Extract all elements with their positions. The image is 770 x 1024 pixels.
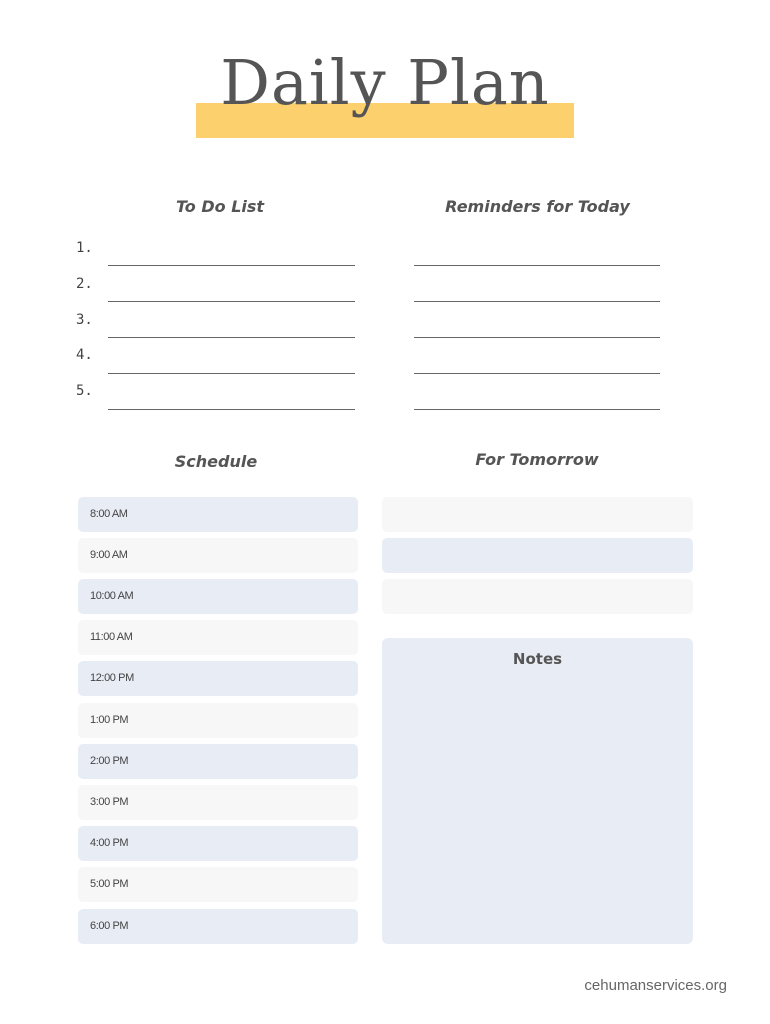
schedule-slot[interactable] bbox=[78, 867, 358, 902]
schedule-slot-time: 2:00 PM bbox=[90, 755, 129, 767]
reminder-line-1[interactable] bbox=[414, 265, 660, 266]
tomorrow-heading: For Tomorrow bbox=[475, 450, 599, 469]
tomorrow-slot-3[interactable] bbox=[382, 579, 693, 614]
tomorrow-slot-2[interactable] bbox=[382, 538, 693, 573]
todo-number-3: 3. bbox=[76, 312, 93, 328]
tomorrow-slot-1[interactable] bbox=[382, 497, 693, 532]
schedule-slot-time: 9:00 AM bbox=[90, 549, 128, 561]
schedule-slot-time: 8:00 AM bbox=[90, 508, 128, 520]
schedule-slot[interactable] bbox=[78, 785, 358, 820]
reminder-line-4[interactable] bbox=[414, 373, 660, 374]
schedule-slot[interactable] bbox=[78, 909, 358, 944]
schedule-slot-time: 6:00 PM bbox=[90, 920, 129, 932]
schedule-slot-time: 11:00 AM bbox=[90, 631, 133, 643]
reminder-line-3[interactable] bbox=[414, 337, 660, 338]
todo-number-4: 4. bbox=[76, 347, 93, 363]
schedule-slot[interactable] bbox=[78, 579, 358, 614]
todo-line-5[interactable] bbox=[108, 409, 355, 410]
todo-line-1[interactable] bbox=[108, 265, 355, 266]
todo-line-4[interactable] bbox=[108, 373, 355, 374]
schedule-slot-time: 4:00 PM bbox=[90, 837, 129, 849]
reminder-line-2[interactable] bbox=[414, 301, 660, 302]
schedule-slot[interactable] bbox=[78, 826, 358, 861]
schedule-slot[interactable] bbox=[78, 703, 358, 738]
schedule-heading: Schedule bbox=[174, 452, 258, 471]
notes-box[interactable] bbox=[382, 638, 693, 944]
schedule-slot[interactable] bbox=[78, 538, 358, 573]
schedule-slot-time: 10:00 AM bbox=[90, 590, 134, 602]
reminder-line-5[interactable] bbox=[414, 409, 660, 410]
schedule-slot-time: 1:00 PM bbox=[90, 714, 129, 726]
todo-number-5: 5. bbox=[76, 383, 93, 399]
schedule-slot-time: 12:00 PM bbox=[90, 672, 134, 684]
todo-line-2[interactable] bbox=[108, 301, 355, 302]
todo-number-1: 1. bbox=[76, 240, 93, 256]
todo-heading: To Do List bbox=[175, 197, 265, 216]
schedule-slot[interactable] bbox=[78, 744, 358, 779]
todo-number-2: 2. bbox=[76, 276, 93, 292]
schedule-slot-time: 5:00 PM bbox=[90, 878, 129, 890]
schedule-slot[interactable] bbox=[78, 661, 358, 696]
title-block bbox=[196, 46, 574, 140]
todo-line-3[interactable] bbox=[108, 337, 355, 338]
schedule-slot[interactable] bbox=[78, 497, 358, 532]
reminders-heading: Reminders for Today bbox=[445, 197, 630, 216]
footer-website: cehumanservices.org bbox=[584, 977, 727, 994]
schedule-slot[interactable] bbox=[78, 620, 358, 655]
notes-heading: Notes bbox=[512, 650, 563, 668]
schedule-slot-time: 3:00 PM bbox=[90, 796, 129, 808]
page-title: Daily Plan bbox=[220, 46, 550, 119]
